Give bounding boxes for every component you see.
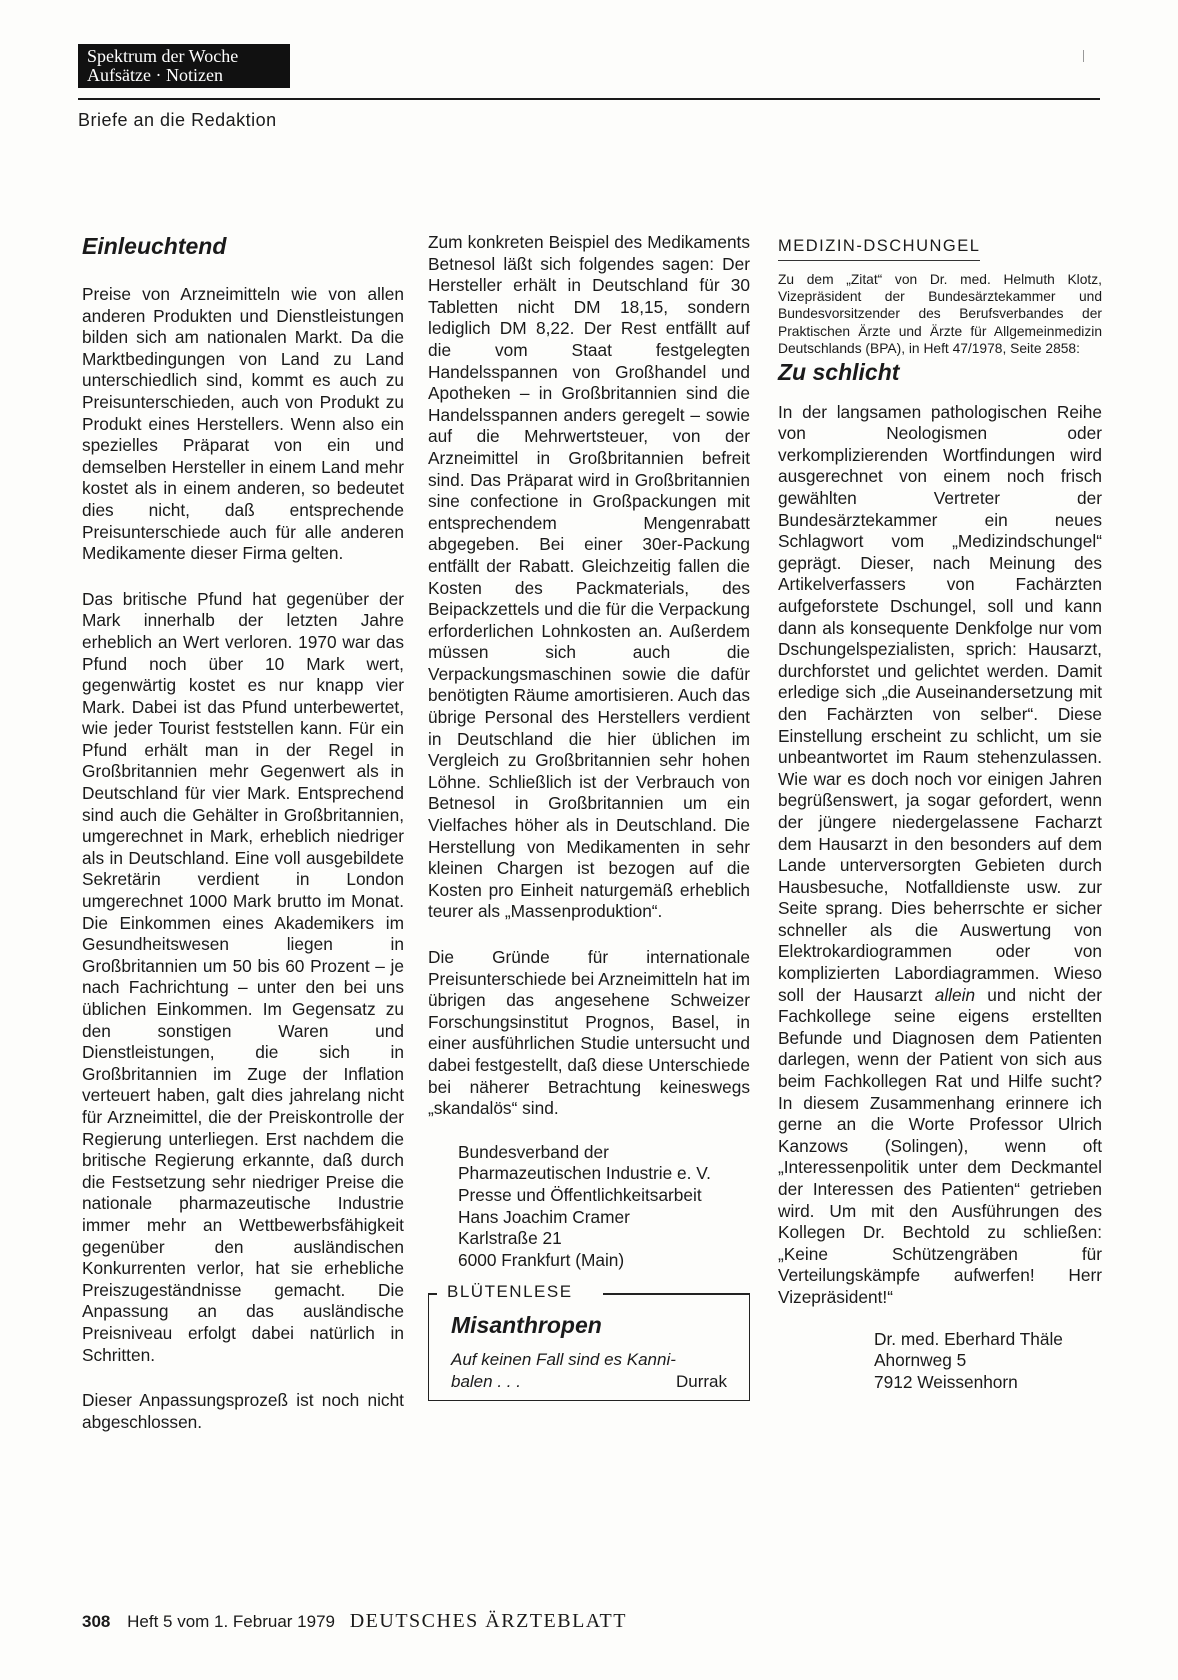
- section-header-box: [78, 44, 290, 88]
- article2-body-part2: und nicht der Fachkollege seine eigens erstellten Befunde und Diagnosen dem Patienten darlegen, wenn der Patient von sich aus beim Fachkollegen Rat und Hilfe sucht? In diesem Zusammenhang erinnere ich gerne an die Worte Professor Ulrich Kanzows (Solingen), wenn oft „Interessenpolitik unter dem Deckmantel der Interessen des Patienten“ getrieben wird. Um mit den Ausführungen des Kollegen Dr. Bechtold zu schließen: „Keine Schützengräben für Verteilungskämpfe aufwerfen! Herr Vizepräsident!“: [778, 984, 1103, 1307]
- article2-title: Zu schlicht: [778, 358, 900, 385]
- corner-mark: [1083, 50, 1084, 62]
- box-text-line: balen . . .: [451, 1371, 521, 1391]
- header-box-line2: Aufsätze · Notizen: [87, 65, 223, 85]
- signature-line: Karlstraße 21: [458, 1228, 562, 1249]
- journal-name: DEUTSCHES ÄRZTEBLATT: [349, 1610, 627, 1632]
- signature-line: Presse und Öffentlichkeitsarbeit: [458, 1184, 702, 1205]
- article1-paragraph: Das britische Pfund hat gegenüber der Mark innerhalb der letzten Jahre erheblich an Wert verloren. 1970 war das Pfund noch über 10 Mark wert, gegenwärtig kostet es nur knapp vier Mark. Dabei ist das Pfund unterbewertet, wie jeder Tourist feststellen kann. Für ein Pfund erhält man in der Regel in Großbritannien mehr Gegenwert als in Deutschland für vier Mark. Entsprechend sind auch die Gehälter in Großbritannien, umgerechnet in Mark, erheblich niedriger als in Deutschland. Eine voll ausgebildete Sekretärin verdient in London umgerechnet 1000 Mark brutto im Monat. Die Einkommen eines Akademikers im Gesundheitswesen liegen in Großbritannien um 50 bis 60 Prozent – je nach Fachrichtung – unter den bei uns üblichen Einkommen. Im Gegensatz zu den sonstigen Waren und Dienstleistungen, die sich in Großbritannien im Zuge der Inflation verteuert haben, galt dies jahrelang nicht für Arzneimittel, die der Preiskontrolle der Regierung unterliegen. Erst nachdem die britische Regierung erkannte, daß durch die Festsetzung sehr niedriger Preise die nationale pharmazeutische Industrie immer mehr an Wettbewerbsfähigkeit gegenüber den ausländischen Konkurrenten verlor, hat sie erhebliche Preiszugeständnisse gemacht. Die Anpassung an das ausländische Preisniveau erfolgt dabei natürlich in Schritten.: [82, 588, 404, 1365]
- signature-line: Pharmazeutischen Industrie e. V.: [458, 1163, 711, 1184]
- header-rule: [78, 98, 1100, 100]
- article1-paragraph: Preise von Arzneimitteln wie von allen anderen Produkten und Dienstleistungen bilden sich am nationalen Markt. Da die Marktbedingungen von Land zu Land unterschiedlich sind, kommt es auch zu Preisunterschieden, auch von Produkt zu Produkt eines Herstellers. Wenn also ein spezielles Präparat von ein und demselben Hersteller in einem Land mehr kostet als in einem anderen, so bedeutet dies nicht, daß entsprechende Preisunterschiede auch für alle anderen Medikamente dieser Firma gelten.: [82, 284, 404, 564]
- bluetenlese-box: [428, 1282, 750, 1401]
- article2-signature: [874, 1329, 1102, 1394]
- signature-line: Hans Joachim Cramer: [458, 1206, 630, 1227]
- signature-line: 7912 Weissenhorn: [874, 1371, 1018, 1392]
- column-1: [82, 232, 404, 1433]
- article1-title: Einleuchtend: [82, 233, 227, 259]
- section-label: Briefe an die Redaktion: [78, 110, 277, 130]
- signature-line: Ahornweg 5: [874, 1350, 967, 1371]
- box-text: [451, 1349, 727, 1392]
- box-author: Durrak: [675, 1371, 727, 1391]
- article2-body: [778, 402, 1102, 1309]
- issue-info: Heft 5 vom 1. Februar 1979: [127, 1612, 335, 1631]
- article2-body-emphasis: allein: [934, 984, 976, 1005]
- signature-line: Dr. med. Eberhard Thäle: [874, 1328, 1063, 1349]
- box-label: BLÜTENLESE: [443, 1281, 577, 1303]
- article2-kicker: MEDIZIN-DSCHUNGEL: [778, 236, 980, 261]
- article1-signature: [458, 1142, 750, 1272]
- article1-paragraph: Die Gründe für internationale Preisunterschiede bei Arzneimitteln hat im übrigen das angesehene Schweizer Forschungsinstitut Prognos, Basel, in einer ausführlichen Studie untersucht und dabei festgestellt, daß diese Unterschiede bei näherer Betrachtung keineswegs „skandalös“ sind.: [428, 947, 750, 1119]
- header-box-line1: Spektrum der Woche: [87, 46, 239, 66]
- signature-line: Bundesverband der: [458, 1141, 609, 1162]
- column-3: [778, 232, 1102, 1393]
- article1-paragraph: Dieser Anpassungsprozeß ist noch nicht abgeschlossen.: [82, 1390, 404, 1432]
- article2-body-part1: In der langsamen pathologischen Reihe von Neologismen oder verkomplizierenden Wortfindungen wird ausgerechnet von einem noch frisch gewählten Vertreter der Bundesärztekammer ein neues Schlagwort vom „Medizindschungel“ geprägt. Dieser, nach Meinung des Artikelverfassers von Fachärzten aufgeforstete Dschungel, soll und kann dann als konsequente Denkfolge nur vom Dschungelspezialisten, sprich: Hausarzt, durchforstet und gelichtet werden. Damit erledige sich „die Auseinandersetzung mit den Fachärzten von selber“. Diese Einstellung erscheint zu schlicht, um sie unbeantwortet im Raum stehenzulassen. Wie war es doch noch vor einigen Jahren begrüßenswert, ja sogar gefordert, wenn der jüngere niedergelassene Facharzt dem Hausarzt in den besonders auf dem Lande unterversorgten Gebieten durch Hausbesuche, Notfalldienste usw. zur Seite sprang. Dies beherrschte er sicher schneller als die Auswertung von Elektrokardiogrammen oder von komplizierten Labordiagrammen. Wieso soll der Hausarzt: [778, 401, 1102, 1005]
- column-2: [428, 232, 750, 1401]
- article1-paragraph: Zum konkreten Beispiel des Medikaments Betnesol läßt sich folgendes sagen: Der Hersteller erhält in Deutschland für 30 Tabletten nicht DM 18,15, sondern lediglich DM 8,22. Der Rest entfällt auf die vom Staat festgelegten Handelsspannen von Großhandel und Apotheken – in Großbritannien sind die Handelsspannen anders geregelt – sowie auf die Mehrwertsteuer, von der Arzneimittel in Großbritannien befreit sind. Das Präparat wird in Großbritannien sine confectione in Großpackungen mit entsprechendem Mengenrabatt abgegeben. Bei einer 30er-Packung entfällt der Rabatt. Gleichzeitig fallen die Kosten des Packmaterials, des Beipackzettels und die für die Verpackung erforderlichen Lohnkosten an. Außerdem müssen sich auch die Verpackungsmaschinen sowie die dafür benötigten Räume amortisieren. Auch das übrige Personal des Herstellers verdient in Deutschland die hier üblichen im Vergleich zu Großbritannien sehr hohen Löhne. Schließlich ist der Verbrauch von Betnesol in Großbritannien um ein Vielfaches höher als in Deutschland. Die Herstellung von Medikamenten in sehr kleinen Chargen ist bezogen auf die Kosten pro Einheit naturgemäß erheblich teurer als „Massenproduktion“.: [428, 232, 750, 922]
- page-footer: [82, 1610, 627, 1633]
- signature-line: 6000 Frankfurt (Main): [458, 1249, 625, 1270]
- article2-intro: Zu dem „Zitat“ von Dr. med. Helmuth Klotz, Vizepräsident der Bundesärztekammer und Bundesvorsitzender des Berufsverbandes der Praktischen Ärzte und Ärzte für Allgemeinmedizin Deutschlands (BPA), in Heft 47/1978, Seite 2858:: [778, 271, 1102, 357]
- box-title: Misanthropen: [451, 1312, 602, 1339]
- box-text-line: Auf keinen Fall sind es Kanni-: [451, 1349, 676, 1369]
- page-number: 308: [82, 1612, 111, 1631]
